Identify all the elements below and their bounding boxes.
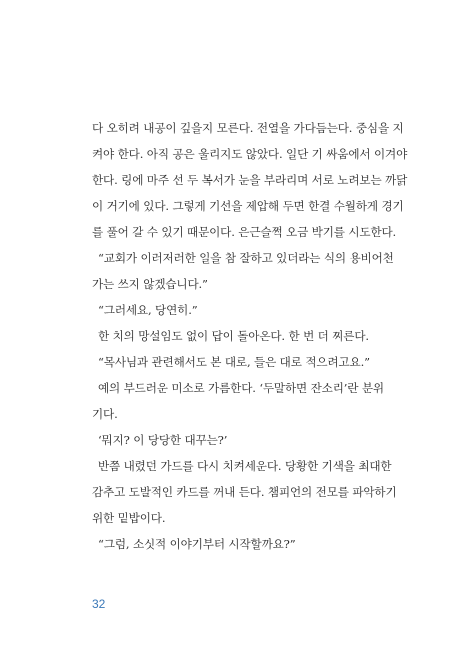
page-number: 32 (92, 597, 106, 611)
text-line: ‘뭐지? 이 당당한 대꾸는?’ (98, 433, 228, 447)
text-line: 가는 쓰지 않겠습니다.” (92, 277, 208, 291)
text-line: 켜야 한다. 아직 공은 울리지도 않았다. 일단 기 싸움에서 이겨야 (92, 147, 408, 161)
text-line: 한다. 링에 마주 선 두 복서가 눈을 부라리며 서로 노려보는 까닭 (92, 173, 408, 187)
text-line: “목사님과 관련해서도 본 대로, 들은 대로 적으려고요.” (98, 355, 370, 369)
text-line: 를 풀어 갈 수 있기 때문이다. 은근슬쩍 오금 박기를 시도한다. (92, 225, 397, 239)
text-line: 이 거기에 있다. 그렇게 기선을 제압해 두면 한결 수월하게 경기 (92, 199, 404, 213)
text-line: 위한 밑밥이다. (92, 511, 166, 525)
text-line: 반쯤 내렸던 가드를 다시 치켜세운다. 당황한 기색을 최대한 (98, 459, 392, 473)
text-line: 예의 부드러운 미소로 가름한다. ‘두말하면 잔소리’란 분위 (98, 381, 384, 395)
text-line: 다 오히려 내공이 깊을지 모른다. 전열을 가다듬는다. 중심을 지 (92, 121, 404, 135)
text-line: 한 치의 망설임도 없이 답이 돌아온다. 한 번 더 찌른다. (98, 329, 369, 343)
text-line: 기다. (92, 407, 118, 421)
text-line: 감추고 도발적인 카드를 꺼내 든다. 챔피언의 전모를 파악하기 (92, 485, 397, 499)
text-line: “교회가 이러저러한 일을 참 잘하고 있더라는 식의 용비어천 (98, 251, 394, 265)
text-line: “그럼, 소싯적 이야기부터 시작할까요?” (98, 537, 296, 551)
text-line: “그러세요, 당연히.” (98, 303, 198, 317)
